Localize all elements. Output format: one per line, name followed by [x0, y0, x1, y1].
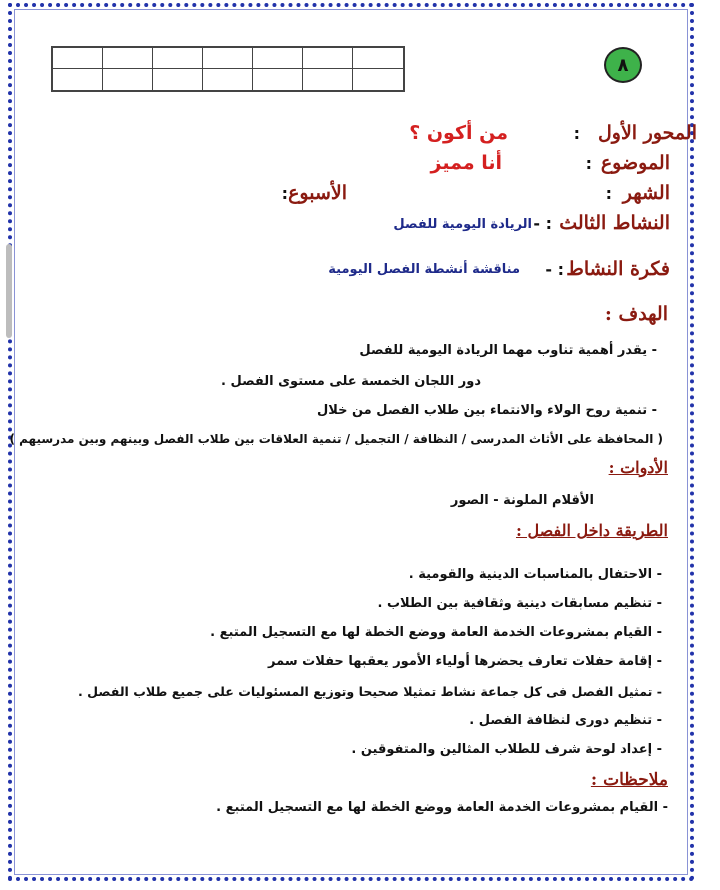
tools-text: الأقلام الملونة - الصور — [450, 493, 594, 508]
activity-value: الريادة اليومية للفصل — [393, 217, 532, 232]
table-cell — [303, 48, 353, 69]
page-number-badge: ٨ — [604, 47, 642, 83]
table-cell — [53, 48, 103, 69]
table-cell — [353, 69, 403, 90]
idea-sep: : - — [545, 260, 564, 279]
table-cell — [103, 48, 153, 69]
table-cell — [303, 69, 353, 90]
goal-line: - تنمية روح الولاء والانتماء بين طلاب الفصل من خلال — [316, 403, 657, 418]
notes-heading: ملاحظات : — [590, 770, 668, 790]
idea-value: مناقشة أنشطة الفصل اليومية — [328, 262, 520, 277]
topic-value: أنا مميز — [430, 152, 502, 174]
table-cell — [103, 69, 153, 90]
method-item: - إقامة حفلات تعارف يحضرها أولياء الأمور يعقبها حفلات سمر — [268, 654, 662, 669]
method-item: - الاحتفال بالمناسبات الدينية والقومية . — [408, 567, 662, 582]
month-label: الشهر — [622, 182, 670, 204]
tools-heading: الأدوات : — [608, 458, 668, 477]
method-item: - تنظيم دورى لنظافة الفصل . — [469, 713, 662, 728]
scrollbar[interactable] — [6, 244, 12, 338]
month-colon: : — [605, 184, 612, 203]
table-cell — [153, 48, 203, 69]
table-cell — [153, 69, 203, 90]
method-item: - تنظيم مسابقات دينية وثقافية بين الطلاب . — [377, 596, 662, 611]
method-item: - تمثيل الفصل فى كل جماعة نشاط تمثيلا صحيحا وتوزيع المسئوليات على جميع طلاب الفصل . — [77, 684, 662, 699]
axis-colon: : — [573, 124, 580, 143]
table-cell — [353, 48, 403, 69]
topic-label: الموضوع — [600, 152, 670, 174]
week-label: الأسبوع — [288, 182, 347, 204]
activity-sep: : - — [533, 214, 552, 233]
activity-label: النشاط الثالث — [559, 212, 670, 234]
goal-line: - يقدر أهمية تناوب مهما الريادة اليومية للفصل — [359, 343, 657, 358]
table-cell — [203, 69, 253, 90]
table-cell — [53, 69, 103, 90]
axis-label: المحور الأول — [597, 122, 697, 144]
topic-colon: : — [585, 154, 592, 173]
week-colon: : — [281, 184, 288, 203]
record-table — [51, 46, 405, 92]
idea-label: فكرة النشاط — [566, 258, 670, 280]
table-cell — [203, 48, 253, 69]
goal-line: ( المحافظة على الأثاث المدرسى / النظافة / التجميل / تنمية العلاقات بين طلاب الفصل وبينهم وبين مدرسيهم ) — [9, 432, 663, 446]
axis-value: من أكون ؟ — [409, 122, 508, 144]
table-cell — [253, 69, 303, 90]
table-cell — [253, 48, 303, 69]
goal-line: دور اللجان الخمسة على مستوى الفصل . — [221, 374, 481, 389]
method-item: - القيام بمشروعات الخدمة العامة ووضع الخطة لها مع التسجيل المتبع . — [210, 625, 662, 640]
goal-heading: الهدف : — [604, 303, 668, 325]
method-heading: الطريقة داخل الفصل : — [516, 521, 668, 540]
method-item: - إعداد لوحة شرف للطلاب المثالين والمتفوقين . — [351, 742, 662, 757]
notes-item: - القيام بمشروعات الخدمة العامة ووضع الخطة لها مع التسجيل المتبع . — [216, 800, 668, 815]
